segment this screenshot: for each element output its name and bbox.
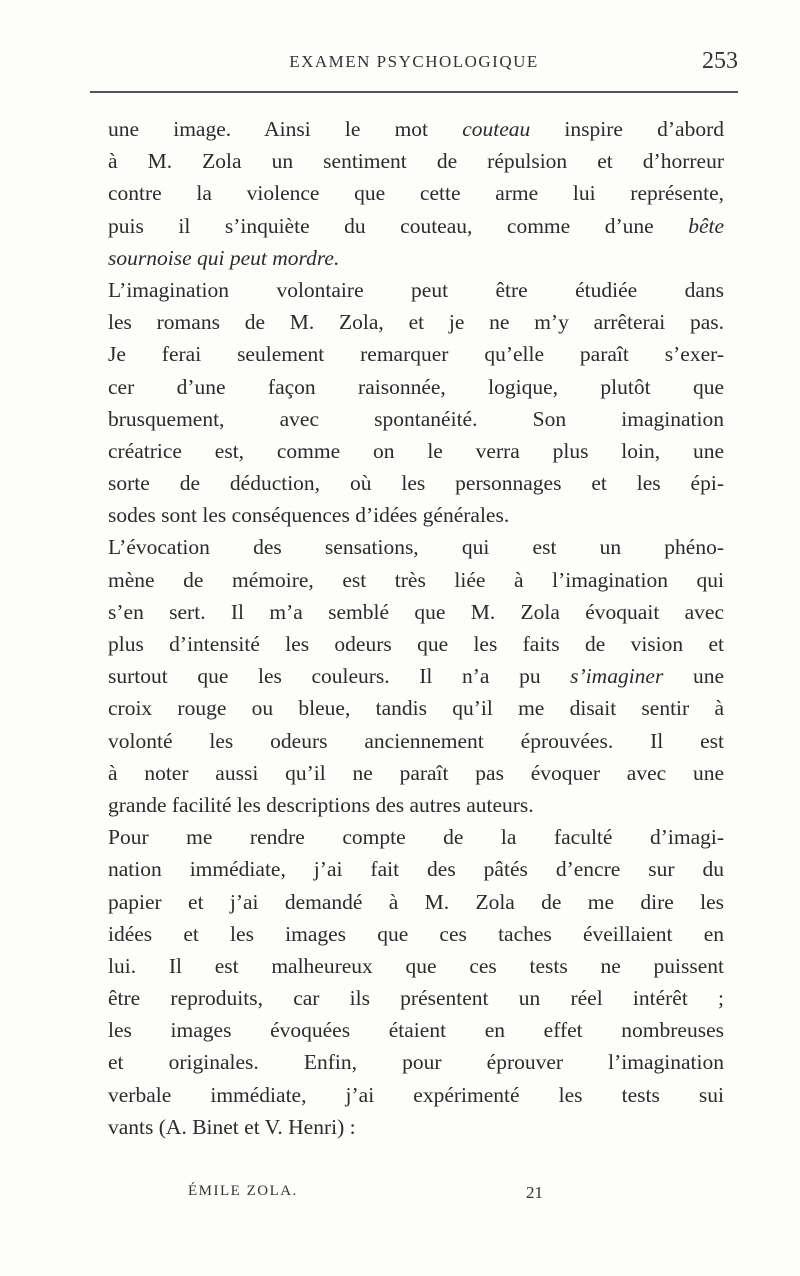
italic-text: sournoise qui peut mordre. — [108, 245, 340, 270]
text-run: une — [663, 664, 724, 689]
body-text — [108, 113, 724, 1143]
text-line — [108, 306, 724, 338]
text-run: croix rouge ou bleue, tandis qu’il me disait sentir à — [108, 696, 724, 721]
text-line — [108, 338, 724, 370]
text-run: L’évocation des sensations, qui est un phéno- — [108, 535, 724, 560]
text-run: à M. Zola un sentiment de répulsion et d’horreur — [108, 149, 724, 174]
text-run: grande facilité les descriptions des autres auteurs. — [108, 792, 534, 817]
text-line — [108, 564, 724, 596]
text-line — [108, 113, 724, 145]
text-line — [108, 950, 724, 982]
text-run: être reproduits, car ils présentent un réel intérêt ; — [108, 986, 724, 1011]
text-run: une image. Ainsi le mot — [108, 117, 463, 141]
text-run: les romans de M. Zola, et je ne m’y arrêterai pas. — [108, 310, 724, 335]
page-header — [90, 40, 738, 80]
text-line — [108, 210, 724, 242]
page-footer — [108, 1183, 724, 1213]
text-line — [108, 371, 724, 403]
text-run: mène de mémoire, est très liée à l’imagination qui — [108, 567, 724, 592]
text-line — [108, 177, 724, 209]
text-run: verbale immédiate, j’ai expérimenté les tests sui — [108, 1082, 724, 1107]
text-line — [108, 789, 724, 821]
italic-text: couteau — [462, 117, 531, 141]
text-run: Pour me rendre compte de la faculté d’imagi- — [108, 825, 724, 850]
italic-text: bête — [688, 213, 724, 238]
text-line — [108, 757, 724, 789]
text-line — [108, 1079, 724, 1111]
text-run: lui. Il est malheureux que ces tests ne puissent — [108, 953, 724, 978]
text-run: créatrice est, comme on le verra plus loin, une — [108, 438, 724, 463]
text-run: et originales. Enfin, pour éprouver l’imagination — [108, 1050, 724, 1075]
text-run: puis il s’inquiète du couteau, comme d’une — [108, 213, 689, 238]
text-run: idées et les images que ces taches éveillaient en — [108, 921, 724, 946]
text-run: contre la violence que cette arme lui représente, — [108, 181, 724, 206]
text-run: à noter aussi qu’il ne paraît pas évoquer avec une — [108, 760, 724, 785]
text-run: L’imagination volontaire peut être étudiée dans — [108, 277, 724, 302]
text-run: les images évoquées étaient en effet nombreuses — [108, 1018, 724, 1043]
text-line — [108, 1046, 724, 1078]
text-line — [108, 725, 724, 757]
signature-mark: ÉMILE ZOLA. — [188, 1183, 298, 1199]
text-line — [108, 1014, 724, 1046]
text-line — [108, 596, 724, 628]
text-run: sorte de déduction, où les personnages et les épi- — [108, 471, 724, 496]
text-line — [108, 886, 724, 918]
text-line — [108, 1111, 724, 1143]
text-line — [108, 435, 724, 467]
text-line — [108, 982, 724, 1014]
text-line — [108, 467, 724, 499]
italic-text: s’imaginer — [570, 664, 664, 689]
text-run: cer d’une façon raisonnée, logique, plutôt que — [108, 374, 724, 399]
text-run: inspire d’abord — [530, 117, 724, 141]
text-line — [108, 628, 724, 660]
page-number: 253 — [702, 48, 738, 74]
text-line — [108, 853, 724, 885]
text-run: nation immédiate, j’ai fait des pâtés d’encre sur du — [108, 857, 724, 882]
text-line — [108, 692, 724, 724]
text-run: surtout que les couleurs. Il n’a pu — [108, 664, 571, 689]
text-run: Je ferai seulement remarquer qu’elle paraît s’exer- — [108, 342, 724, 367]
text-line — [108, 403, 724, 435]
text-run: vants (A. Binet et V. Henri) : — [108, 1114, 356, 1139]
text-run: brusquement, avec spontanéité. Son imagination — [108, 406, 724, 431]
text-run: sodes sont les conséquences d’idées générales. — [108, 503, 510, 528]
text-line — [108, 274, 724, 306]
running-title: EXAMEN PSYCHOLOGIQUE — [289, 52, 539, 71]
text-line — [108, 918, 724, 950]
header-rule — [90, 91, 738, 93]
text-run: s’en sert. Il m’a semblé que M. Zola évoquait avec — [108, 599, 724, 624]
signature-number: 21 — [526, 1183, 543, 1202]
text-line — [108, 145, 724, 177]
text-line — [108, 531, 724, 563]
text-run: plus d’intensité les odeurs que les faits de vision et — [108, 632, 724, 656]
text-run: volonté les odeurs anciennement éprouvées. Il est — [108, 728, 724, 753]
text-line — [108, 242, 724, 274]
text-run: papier et j’ai demandé à M. Zola de me dire les — [108, 889, 724, 914]
text-line — [108, 821, 724, 853]
text-line — [108, 499, 724, 531]
text-line — [108, 660, 724, 692]
